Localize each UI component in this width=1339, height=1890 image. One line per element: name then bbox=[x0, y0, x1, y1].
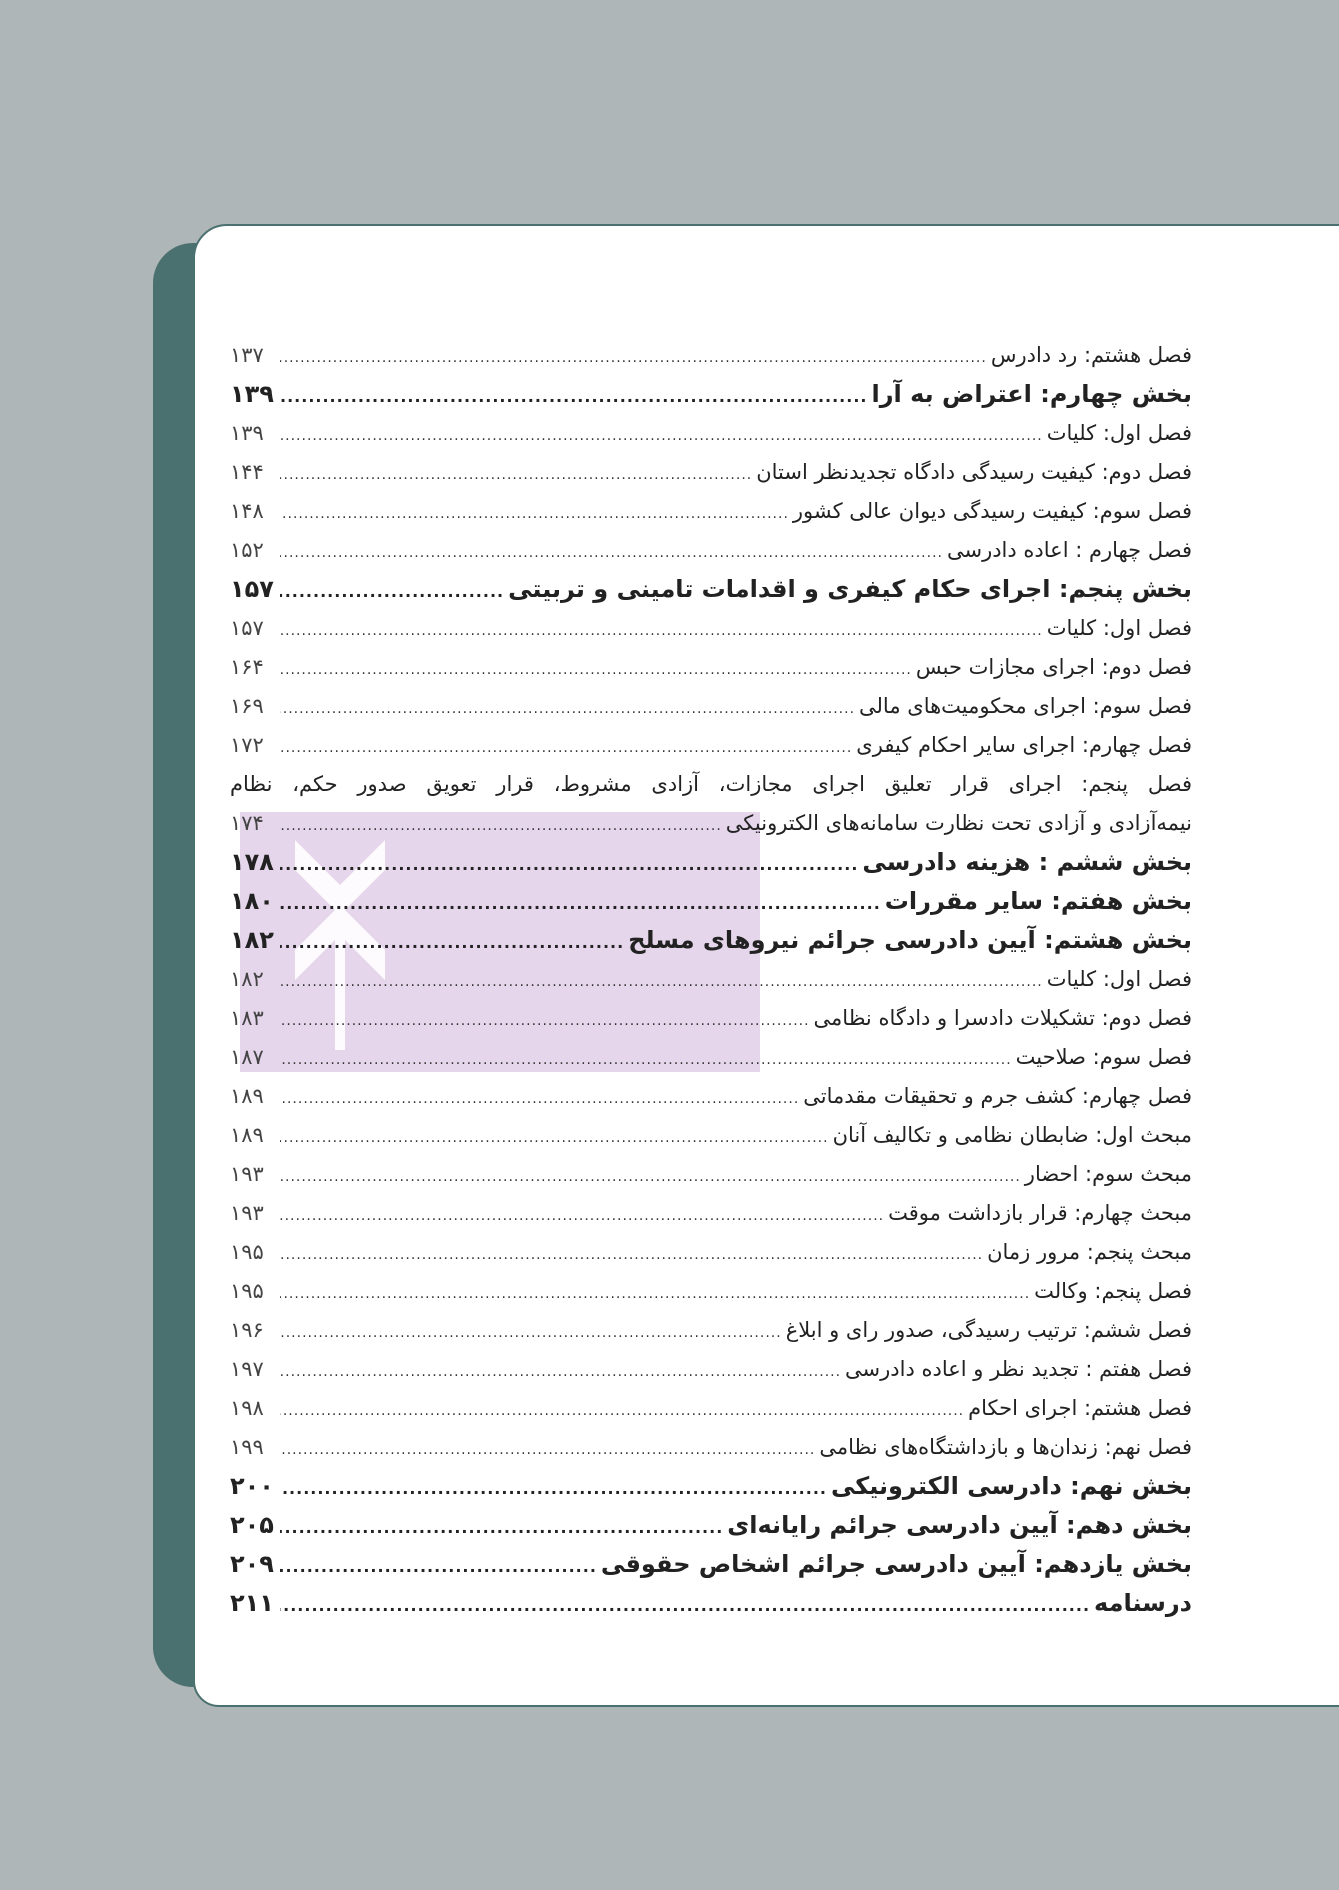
toc-section-heading bbox=[230, 1545, 1192, 1584]
toc-entry-title: فصل چهارم: اجرای سایر احکام کیفری bbox=[856, 733, 1192, 757]
toc-section-heading bbox=[230, 921, 1192, 960]
toc-entry bbox=[230, 1272, 1192, 1311]
toc-section-heading bbox=[230, 570, 1192, 609]
toc-entry-title: فصل دوم: تشکیلات دادسرا و دادگاه نظامی bbox=[813, 1006, 1192, 1030]
toc-entry-title: بخش نهم: دادرسی الکترونیکی bbox=[830, 1472, 1192, 1500]
toc-entry-page: ۱۹۳ bbox=[230, 1162, 264, 1186]
toc-entry bbox=[230, 453, 1192, 492]
leader-dots bbox=[280, 1275, 1030, 1314]
toc-entry-page: ۱۳۷ bbox=[230, 343, 264, 367]
toc-entry-title: مبحث پنجم: مرور زمان bbox=[987, 1240, 1192, 1264]
toc-entry-multiline: فصل پنجم: اجرای قرار تعلیق اجرای مجازات، آزادی مشروط، قرار تعویق صدور حکم، نظام bbox=[230, 772, 1192, 796]
toc-entry-page: ۱۸۹ bbox=[230, 1084, 264, 1108]
toc-entry-title: فصل دوم: اجرای مجازات حبس bbox=[915, 655, 1192, 679]
leader-dots bbox=[280, 923, 624, 962]
toc-entry-page: ۱۹۵ bbox=[230, 1279, 264, 1303]
leader-dots bbox=[280, 534, 943, 573]
toc-entry-page: ۱۸۳ bbox=[230, 1006, 264, 1030]
toc-section-heading bbox=[230, 882, 1192, 921]
toc-entry-title: فصل پنجم: وکالت bbox=[1034, 1279, 1192, 1303]
toc-entry-title: فصل چهارم: کشف جرم و تحقیقات مقدماتی bbox=[803, 1084, 1192, 1108]
leader-dots bbox=[280, 1197, 884, 1236]
toc-entry bbox=[230, 609, 1192, 648]
toc-entry-page: ۱۴۴ bbox=[230, 460, 264, 484]
toc-entry bbox=[230, 336, 1192, 375]
leader-dots bbox=[280, 1236, 983, 1275]
toc-entry-page: ۱۵۷ bbox=[230, 575, 274, 603]
toc-entry-page: ۲۱۱ bbox=[230, 1589, 274, 1617]
toc-entry bbox=[230, 1194, 1192, 1233]
toc-entry-page: ۱۹۸ bbox=[230, 1396, 264, 1420]
toc-entry-page: ۱۹۵ bbox=[230, 1240, 264, 1264]
leader-dots bbox=[280, 1314, 782, 1353]
toc-entry bbox=[230, 960, 1192, 999]
leader-dots bbox=[280, 456, 752, 495]
toc-entry-title: فصل نهم: زندان‌ها و بازداشتگاه‌های نظامی bbox=[819, 1435, 1192, 1459]
leader-dots bbox=[280, 651, 912, 690]
toc-entry-title: فصل هفتم : تجدید نظر و اعاده دادرسی bbox=[845, 1357, 1192, 1381]
toc-entry-page: ۱۳۹ bbox=[230, 421, 264, 445]
toc-entry-page: ۱۷۲ bbox=[230, 733, 264, 757]
toc-entry-page: ۱۷۸ bbox=[230, 848, 274, 876]
toc-entry-page: ۲۰۹ bbox=[230, 1550, 274, 1578]
leader-dots bbox=[280, 845, 858, 884]
toc-entry-page: ۱۸۹ bbox=[230, 1123, 264, 1147]
leader-dots bbox=[280, 1119, 829, 1158]
leader-dots bbox=[280, 1080, 799, 1119]
toc-entry-title: بخش چهارم: اعتراض به آرا bbox=[871, 380, 1192, 408]
toc-entry bbox=[230, 1077, 1192, 1116]
toc-entry-title: فصل چهارم : اعاده دادرسی bbox=[946, 538, 1192, 562]
toc-entry-page: ۱۹۶ bbox=[230, 1318, 264, 1342]
toc-entry-title: مبحث اول: ضابطان نظامی و تکالیف آنان bbox=[832, 1123, 1192, 1147]
toc-entry-page: ۱۸۷ bbox=[230, 1045, 264, 1069]
toc-entry-title: بخش ششم : هزینه دادرسی bbox=[862, 848, 1192, 876]
leader-dots bbox=[280, 1469, 827, 1508]
toc-entry bbox=[230, 531, 1192, 570]
toc-entry bbox=[230, 1116, 1192, 1155]
leader-dots bbox=[280, 963, 1043, 1002]
toc-entry-page: ۱۵۷ bbox=[230, 616, 264, 640]
toc-entry-page: ۲۰۰ bbox=[230, 1472, 274, 1500]
toc-entry-title: فصل اول: کلیات bbox=[1046, 967, 1192, 991]
toc-entry-page: ۱۹۳ bbox=[230, 1201, 264, 1225]
toc-entry-page: ۱۸۰ bbox=[230, 887, 274, 915]
toc-entry bbox=[230, 1155, 1192, 1194]
toc-entry bbox=[230, 726, 1192, 765]
toc-section-heading bbox=[230, 843, 1192, 882]
toc-entry bbox=[230, 1428, 1192, 1467]
toc-entry-title: بخش یازدهم: آیین دادرسی جرائم اشخاص حقوقی bbox=[600, 1550, 1192, 1578]
toc-entry bbox=[230, 492, 1192, 531]
toc-entry-title: بخش هفتم: سایر مقررات bbox=[884, 887, 1192, 915]
toc-entry bbox=[230, 1350, 1192, 1389]
toc-entry-page: ۱۶۹ bbox=[230, 694, 264, 718]
leader-dots bbox=[280, 612, 1043, 651]
toc-entry-page: ۱۹۷ bbox=[230, 1357, 264, 1381]
toc-entry-title: فصل اول: کلیات bbox=[1046, 421, 1192, 445]
leader-dots bbox=[280, 1547, 597, 1586]
toc-entry-title: بخش هشتم: آیین دادرسی جرائم نیروهای مسلح bbox=[628, 926, 1192, 954]
toc-entry bbox=[230, 1389, 1192, 1428]
leader-dots bbox=[280, 1586, 1090, 1625]
toc-entry-title: فصل اول: کلیات bbox=[1046, 616, 1192, 640]
toc-entry-title: فصل ششم: ترتیب رسیدگی، صدور رای و ابلاغ bbox=[785, 1318, 1192, 1342]
leader-dots bbox=[280, 1002, 810, 1041]
toc-entry-page: ۱۹۹ bbox=[230, 1435, 264, 1459]
toc-section-heading bbox=[230, 1584, 1192, 1623]
toc-entry bbox=[230, 999, 1192, 1038]
toc-entry-title: مبحث چهارم: قرار بازداشت موقت bbox=[888, 1201, 1192, 1225]
leader-dots bbox=[280, 884, 881, 923]
toc-section-heading bbox=[230, 1467, 1192, 1506]
toc-entry-page: ۱۸۲ bbox=[230, 926, 274, 954]
toc-entry-title: بخش دهم: آیین دادرسی جرائم رایانه‌ای bbox=[727, 1511, 1192, 1539]
leader-dots bbox=[280, 572, 504, 611]
leader-dots bbox=[280, 1041, 1012, 1080]
leader-dots bbox=[280, 1392, 964, 1431]
toc-entry-title: فصل سوم: کیفیت رسیدگی دیوان عالی کشور bbox=[792, 499, 1192, 523]
leader-dots bbox=[280, 1508, 723, 1547]
toc-entry-title: درسنامه bbox=[1094, 1589, 1192, 1617]
toc-entry bbox=[230, 648, 1192, 687]
toc-entry-page: ۱۴۸ bbox=[230, 499, 264, 523]
leader-dots bbox=[280, 417, 1043, 456]
toc-entry-page: ۱۳۹ bbox=[230, 380, 274, 408]
toc-entry-page: ۱۷۴ bbox=[230, 811, 264, 835]
toc-entry bbox=[230, 687, 1192, 726]
toc-entry-title: فصل هشتم: اجرای احکام bbox=[968, 1396, 1192, 1420]
toc-entry-title: فصل سوم: اجرای محکومیت‌های مالی bbox=[859, 694, 1192, 718]
toc-entry-page: ۱۸۲ bbox=[230, 967, 264, 991]
leader-dots bbox=[280, 807, 722, 846]
toc-entry bbox=[230, 1233, 1192, 1272]
toc-entry-title: بخش پنجم: اجرای حکام کیفری و اقدامات تامینی و تربیتی bbox=[508, 575, 1192, 603]
toc-section-heading bbox=[230, 375, 1192, 414]
leader-dots bbox=[280, 1353, 841, 1392]
leader-dots bbox=[280, 377, 867, 416]
toc-entry-page: ۲۰۵ bbox=[230, 1511, 274, 1539]
toc-entry-title: فصل هشتم: رد دادرس bbox=[990, 343, 1192, 367]
leader-dots bbox=[280, 1431, 815, 1470]
toc-entry-title: فصل دوم: کیفیت رسیدگی دادگاه تجدیدنظر استان bbox=[756, 460, 1192, 484]
leader-dots bbox=[280, 495, 789, 534]
toc-entry bbox=[230, 1038, 1192, 1077]
leader-dots bbox=[280, 690, 855, 729]
toc-entry bbox=[230, 804, 1192, 843]
toc-entry-title: فصل سوم: صلاحیت bbox=[1015, 1045, 1192, 1069]
toc-entry-page: ۱۶۴ bbox=[230, 655, 264, 679]
toc-entry-title: مبحث سوم: احضار bbox=[1024, 1162, 1192, 1186]
toc-section-heading bbox=[230, 1506, 1192, 1545]
toc-entry-page: ۱۵۲ bbox=[230, 538, 264, 562]
table-of-contents bbox=[230, 336, 1192, 1623]
toc-entry-title: نیمه‌آزادی و آزادی تحت نظارت سامانه‌های الکترونیکی bbox=[725, 811, 1192, 835]
leader-dots bbox=[280, 339, 987, 378]
leader-dots bbox=[280, 729, 852, 768]
toc-entry bbox=[230, 414, 1192, 453]
leader-dots bbox=[280, 1158, 1021, 1197]
toc-entry bbox=[230, 1311, 1192, 1350]
